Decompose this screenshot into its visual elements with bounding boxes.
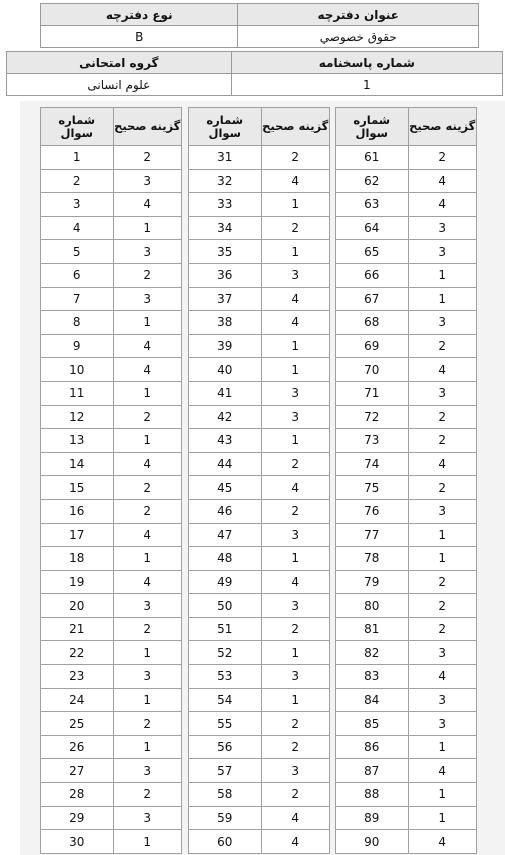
correct-option-cell: 3 bbox=[261, 594, 330, 618]
table-row bbox=[41, 476, 182, 500]
correct-option-cell: 1 bbox=[408, 523, 477, 547]
question-number-cell: 87 bbox=[336, 759, 409, 783]
table-row bbox=[189, 735, 330, 759]
correct-option-cell: 4 bbox=[408, 759, 477, 783]
question-number-cell: 49 bbox=[189, 570, 262, 594]
answer-sheet-value: 1 bbox=[231, 74, 502, 96]
question-number-cell: 43 bbox=[189, 429, 262, 453]
question-number-cell: 90 bbox=[336, 830, 409, 854]
table-row bbox=[336, 759, 477, 783]
table-row bbox=[189, 358, 330, 382]
question-number-cell: 13 bbox=[41, 429, 114, 453]
correct-option-cell: 1 bbox=[261, 688, 330, 712]
correct-option-cell: 2 bbox=[113, 617, 182, 641]
table-row bbox=[336, 452, 477, 476]
correct-option-cell: 1 bbox=[408, 287, 477, 311]
table-row bbox=[189, 547, 330, 571]
correct-option-cell: 2 bbox=[113, 476, 182, 500]
correct-option-cell: 3 bbox=[408, 311, 477, 335]
question-number-cell: 77 bbox=[336, 523, 409, 547]
question-number-cell: 33 bbox=[189, 193, 262, 217]
question-number-cell: 36 bbox=[189, 263, 262, 287]
question-number-cell: 58 bbox=[189, 783, 262, 807]
question-number-cell: 80 bbox=[336, 594, 409, 618]
table-row bbox=[336, 641, 477, 665]
question-number-cell: 42 bbox=[189, 405, 262, 429]
table-row bbox=[189, 830, 330, 854]
correct-option-cell: 3 bbox=[113, 594, 182, 618]
correct-option-header: گزینه صحیح bbox=[261, 108, 330, 146]
table-row bbox=[41, 830, 182, 854]
question-number-cell: 56 bbox=[189, 735, 262, 759]
question-number-cell: 62 bbox=[336, 169, 409, 193]
question-number-cell: 63 bbox=[336, 193, 409, 217]
question-number-cell: 55 bbox=[189, 712, 262, 736]
table-row bbox=[189, 240, 330, 264]
correct-option-cell: 2 bbox=[113, 712, 182, 736]
table-row bbox=[336, 523, 477, 547]
correct-option-cell: 1 bbox=[261, 547, 330, 571]
correct-option-cell: 3 bbox=[261, 665, 330, 689]
table-row bbox=[336, 146, 477, 170]
question-number-header: شماره سوال bbox=[41, 108, 114, 146]
correct-option-cell: 4 bbox=[113, 523, 182, 547]
correct-option-cell: 2 bbox=[261, 452, 330, 476]
answer-key-table-3 bbox=[335, 107, 477, 854]
answer-key-table-1 bbox=[40, 107, 182, 854]
answer-sheet-header: شماره پاسخنامه bbox=[231, 52, 502, 74]
correct-option-cell: 3 bbox=[113, 806, 182, 830]
table-row bbox=[41, 452, 182, 476]
correct-option-cell: 3 bbox=[113, 759, 182, 783]
correct-option-cell: 1 bbox=[261, 358, 330, 382]
table-row bbox=[189, 712, 330, 736]
question-number-cell: 37 bbox=[189, 287, 262, 311]
question-number-cell: 73 bbox=[336, 429, 409, 453]
question-number-cell: 19 bbox=[41, 570, 114, 594]
question-number-cell: 78 bbox=[336, 547, 409, 571]
question-number-cell: 20 bbox=[41, 594, 114, 618]
question-number-cell: 70 bbox=[336, 358, 409, 382]
correct-option-cell: 3 bbox=[408, 216, 477, 240]
table-row bbox=[336, 476, 477, 500]
table-row bbox=[189, 381, 330, 405]
question-number-cell: 67 bbox=[336, 287, 409, 311]
table-row bbox=[189, 499, 330, 523]
table-row bbox=[189, 429, 330, 453]
correct-option-cell: 2 bbox=[261, 783, 330, 807]
table-row bbox=[41, 641, 182, 665]
table-row bbox=[41, 169, 182, 193]
correct-option-header: گزینه صحیح bbox=[408, 108, 477, 146]
table-row bbox=[189, 783, 330, 807]
question-number-cell: 32 bbox=[189, 169, 262, 193]
question-number-header: شماره سوال bbox=[336, 108, 409, 146]
correct-option-cell: 1 bbox=[113, 547, 182, 571]
question-number-cell: 30 bbox=[41, 830, 114, 854]
table-row bbox=[189, 617, 330, 641]
answer-key-table-2 bbox=[188, 107, 330, 854]
correct-option-cell: 3 bbox=[113, 287, 182, 311]
question-number-cell: 8 bbox=[41, 311, 114, 335]
table-row bbox=[336, 193, 477, 217]
question-number-cell: 29 bbox=[41, 806, 114, 830]
question-number-cell: 9 bbox=[41, 334, 114, 358]
correct-option-cell: 2 bbox=[408, 429, 477, 453]
correct-option-cell: 1 bbox=[408, 783, 477, 807]
table-row bbox=[189, 169, 330, 193]
question-number-cell: 16 bbox=[41, 499, 114, 523]
question-number-cell: 2 bbox=[41, 169, 114, 193]
correct-option-cell: 4 bbox=[113, 452, 182, 476]
table-row bbox=[336, 499, 477, 523]
question-number-cell: 18 bbox=[41, 547, 114, 571]
correct-option-cell: 1 bbox=[261, 193, 330, 217]
table-row bbox=[336, 617, 477, 641]
table-row bbox=[336, 665, 477, 689]
table-row bbox=[41, 311, 182, 335]
table-row bbox=[336, 405, 477, 429]
table-row bbox=[41, 146, 182, 170]
correct-option-cell: 2 bbox=[408, 594, 477, 618]
correct-option-cell: 3 bbox=[261, 263, 330, 287]
correct-option-cell: 2 bbox=[113, 263, 182, 287]
correct-option-cell: 4 bbox=[408, 665, 477, 689]
table-row bbox=[41, 688, 182, 712]
question-number-cell: 44 bbox=[189, 452, 262, 476]
table-row bbox=[336, 830, 477, 854]
table-row bbox=[189, 570, 330, 594]
correct-option-cell: 4 bbox=[261, 806, 330, 830]
table-row bbox=[41, 523, 182, 547]
table-row bbox=[41, 759, 182, 783]
table-row bbox=[189, 216, 330, 240]
correct-option-cell: 2 bbox=[113, 405, 182, 429]
correct-option-cell: 4 bbox=[408, 193, 477, 217]
table-row bbox=[336, 358, 477, 382]
question-number-cell: 68 bbox=[336, 311, 409, 335]
question-number-cell: 57 bbox=[189, 759, 262, 783]
correct-option-cell: 2 bbox=[113, 783, 182, 807]
table-row bbox=[189, 146, 330, 170]
table-row bbox=[41, 263, 182, 287]
table-row bbox=[336, 735, 477, 759]
question-number-cell: 79 bbox=[336, 570, 409, 594]
correct-option-cell: 4 bbox=[408, 358, 477, 382]
table-row bbox=[41, 783, 182, 807]
correct-option-cell: 1 bbox=[113, 311, 182, 335]
correct-option-cell: 1 bbox=[408, 806, 477, 830]
table-row bbox=[189, 594, 330, 618]
table-row bbox=[336, 688, 477, 712]
question-number-cell: 51 bbox=[189, 617, 262, 641]
correct-option-cell: 2 bbox=[408, 405, 477, 429]
question-number-cell: 5 bbox=[41, 240, 114, 264]
question-number-cell: 54 bbox=[189, 688, 262, 712]
question-number-cell: 75 bbox=[336, 476, 409, 500]
question-number-cell: 89 bbox=[336, 806, 409, 830]
question-number-cell: 71 bbox=[336, 381, 409, 405]
booklet-info-table bbox=[40, 3, 479, 48]
correct-option-cell: 4 bbox=[113, 570, 182, 594]
question-number-cell: 85 bbox=[336, 712, 409, 736]
correct-option-cell: 2 bbox=[261, 499, 330, 523]
question-number-cell: 28 bbox=[41, 783, 114, 807]
table-row bbox=[41, 712, 182, 736]
table-row bbox=[336, 570, 477, 594]
table-row bbox=[41, 216, 182, 240]
booklet-type-header: نوع دفترچه bbox=[41, 4, 238, 26]
correct-option-cell: 3 bbox=[408, 712, 477, 736]
table-row bbox=[189, 452, 330, 476]
correct-option-cell: 1 bbox=[408, 547, 477, 571]
correct-option-cell: 3 bbox=[408, 381, 477, 405]
correct-option-cell: 1 bbox=[261, 641, 330, 665]
correct-option-cell: 4 bbox=[408, 169, 477, 193]
table-row bbox=[336, 547, 477, 571]
table-row bbox=[336, 216, 477, 240]
correct-option-cell: 3 bbox=[261, 759, 330, 783]
question-number-header: شماره سوال bbox=[189, 108, 262, 146]
question-number-cell: 17 bbox=[41, 523, 114, 547]
table-row bbox=[336, 311, 477, 335]
question-number-cell: 88 bbox=[336, 783, 409, 807]
table-row bbox=[189, 334, 330, 358]
correct-option-cell: 4 bbox=[261, 287, 330, 311]
correct-option-cell: 4 bbox=[261, 830, 330, 854]
table-row bbox=[41, 570, 182, 594]
question-number-cell: 12 bbox=[41, 405, 114, 429]
question-number-cell: 45 bbox=[189, 476, 262, 500]
table-row bbox=[336, 381, 477, 405]
table-row bbox=[336, 712, 477, 736]
correct-option-cell: 1 bbox=[113, 216, 182, 240]
correct-option-cell: 4 bbox=[261, 311, 330, 335]
correct-option-cell: 1 bbox=[113, 735, 182, 759]
table-row bbox=[41, 405, 182, 429]
table-row bbox=[336, 287, 477, 311]
table-row bbox=[336, 783, 477, 807]
table-row bbox=[189, 287, 330, 311]
correct-option-cell: 2 bbox=[261, 617, 330, 641]
question-number-cell: 11 bbox=[41, 381, 114, 405]
correct-option-cell: 1 bbox=[261, 429, 330, 453]
correct-option-cell: 4 bbox=[113, 334, 182, 358]
question-number-cell: 38 bbox=[189, 311, 262, 335]
booklet-type-value: B bbox=[41, 26, 238, 48]
question-number-cell: 84 bbox=[336, 688, 409, 712]
question-number-cell: 31 bbox=[189, 146, 262, 170]
table-row bbox=[41, 665, 182, 689]
table-row bbox=[41, 287, 182, 311]
table-row bbox=[189, 263, 330, 287]
correct-option-cell: 2 bbox=[261, 216, 330, 240]
table-row bbox=[336, 334, 477, 358]
table-row bbox=[41, 334, 182, 358]
table-row bbox=[41, 358, 182, 382]
table-row bbox=[41, 193, 182, 217]
correct-option-cell: 3 bbox=[261, 381, 330, 405]
correct-option-cell: 3 bbox=[408, 499, 477, 523]
table-row bbox=[189, 476, 330, 500]
table-row bbox=[189, 523, 330, 547]
table-row bbox=[189, 806, 330, 830]
correct-option-cell: 2 bbox=[408, 146, 477, 170]
question-number-cell: 1 bbox=[41, 146, 114, 170]
question-number-cell: 24 bbox=[41, 688, 114, 712]
question-number-cell: 53 bbox=[189, 665, 262, 689]
question-number-cell: 10 bbox=[41, 358, 114, 382]
question-number-cell: 52 bbox=[189, 641, 262, 665]
question-number-cell: 6 bbox=[41, 263, 114, 287]
question-number-cell: 65 bbox=[336, 240, 409, 264]
table-row bbox=[41, 499, 182, 523]
correct-option-cell: 2 bbox=[408, 617, 477, 641]
booklet-title-value: حقوق خصوصي bbox=[238, 26, 479, 48]
table-row bbox=[336, 594, 477, 618]
table-row bbox=[189, 311, 330, 335]
correct-option-cell: 1 bbox=[261, 240, 330, 264]
correct-option-cell: 4 bbox=[113, 358, 182, 382]
table-row bbox=[41, 240, 182, 264]
table-row bbox=[41, 429, 182, 453]
table-row bbox=[189, 688, 330, 712]
exam-group-value: علوم انسانی bbox=[7, 74, 232, 96]
correct-option-cell: 2 bbox=[261, 712, 330, 736]
table-row bbox=[336, 429, 477, 453]
exam-info-table bbox=[6, 51, 503, 96]
correct-option-cell: 4 bbox=[408, 830, 477, 854]
table-row bbox=[336, 169, 477, 193]
correct-option-cell: 3 bbox=[408, 641, 477, 665]
question-number-cell: 86 bbox=[336, 735, 409, 759]
correct-option-cell: 2 bbox=[261, 146, 330, 170]
correct-option-cell: 1 bbox=[261, 334, 330, 358]
question-number-cell: 59 bbox=[189, 806, 262, 830]
question-number-cell: 21 bbox=[41, 617, 114, 641]
question-number-cell: 7 bbox=[41, 287, 114, 311]
question-number-cell: 3 bbox=[41, 193, 114, 217]
question-number-cell: 34 bbox=[189, 216, 262, 240]
question-number-cell: 60 bbox=[189, 830, 262, 854]
correct-option-cell: 4 bbox=[261, 169, 330, 193]
table-row bbox=[189, 193, 330, 217]
table-row bbox=[41, 381, 182, 405]
correct-option-cell: 3 bbox=[261, 405, 330, 429]
table-row bbox=[189, 641, 330, 665]
table-row bbox=[336, 240, 477, 264]
question-number-cell: 72 bbox=[336, 405, 409, 429]
question-number-cell: 23 bbox=[41, 665, 114, 689]
correct-option-cell: 2 bbox=[261, 735, 330, 759]
correct-option-cell: 4 bbox=[408, 452, 477, 476]
exam-group-header: گروه امتحانی bbox=[7, 52, 232, 74]
question-number-cell: 27 bbox=[41, 759, 114, 783]
question-number-cell: 64 bbox=[336, 216, 409, 240]
correct-option-cell: 4 bbox=[261, 476, 330, 500]
table-row bbox=[189, 405, 330, 429]
correct-option-cell: 1 bbox=[113, 641, 182, 665]
question-number-cell: 26 bbox=[41, 735, 114, 759]
correct-option-cell: 3 bbox=[408, 688, 477, 712]
correct-option-cell: 3 bbox=[113, 169, 182, 193]
table-row bbox=[189, 759, 330, 783]
question-number-cell: 83 bbox=[336, 665, 409, 689]
table-row bbox=[41, 594, 182, 618]
table-row bbox=[189, 665, 330, 689]
correct-option-cell: 3 bbox=[113, 665, 182, 689]
question-number-cell: 48 bbox=[189, 547, 262, 571]
question-number-cell: 14 bbox=[41, 452, 114, 476]
question-number-cell: 4 bbox=[41, 216, 114, 240]
question-number-cell: 82 bbox=[336, 641, 409, 665]
correct-option-cell: 2 bbox=[408, 570, 477, 594]
correct-option-cell: 1 bbox=[113, 688, 182, 712]
correct-option-cell: 2 bbox=[113, 499, 182, 523]
correct-option-cell: 1 bbox=[408, 735, 477, 759]
question-number-cell: 61 bbox=[336, 146, 409, 170]
correct-option-cell: 1 bbox=[113, 381, 182, 405]
question-number-cell: 15 bbox=[41, 476, 114, 500]
correct-option-cell: 4 bbox=[261, 570, 330, 594]
correct-option-cell: 3 bbox=[113, 240, 182, 264]
correct-option-cell: 3 bbox=[408, 240, 477, 264]
correct-option-cell: 4 bbox=[113, 193, 182, 217]
question-number-cell: 35 bbox=[189, 240, 262, 264]
question-number-cell: 69 bbox=[336, 334, 409, 358]
table-row bbox=[41, 617, 182, 641]
correct-option-cell: 1 bbox=[408, 263, 477, 287]
question-number-cell: 40 bbox=[189, 358, 262, 382]
question-number-cell: 41 bbox=[189, 381, 262, 405]
question-number-cell: 74 bbox=[336, 452, 409, 476]
correct-option-header: گزینه صحیح bbox=[113, 108, 182, 146]
correct-option-cell: 2 bbox=[408, 476, 477, 500]
question-number-cell: 39 bbox=[189, 334, 262, 358]
correct-option-cell: 1 bbox=[113, 429, 182, 453]
question-number-cell: 81 bbox=[336, 617, 409, 641]
table-row bbox=[41, 806, 182, 830]
table-row bbox=[336, 263, 477, 287]
question-number-cell: 50 bbox=[189, 594, 262, 618]
table-row bbox=[41, 547, 182, 571]
correct-option-cell: 3 bbox=[261, 523, 330, 547]
question-number-cell: 76 bbox=[336, 499, 409, 523]
question-number-cell: 66 bbox=[336, 263, 409, 287]
table-row bbox=[336, 806, 477, 830]
correct-option-cell: 2 bbox=[113, 146, 182, 170]
question-number-cell: 25 bbox=[41, 712, 114, 736]
booklet-title-header: عنوان دفترچه bbox=[238, 4, 479, 26]
question-number-cell: 47 bbox=[189, 523, 262, 547]
correct-option-cell: 2 bbox=[408, 334, 477, 358]
table-row bbox=[41, 735, 182, 759]
correct-option-cell: 1 bbox=[113, 830, 182, 854]
question-number-cell: 46 bbox=[189, 499, 262, 523]
question-number-cell: 22 bbox=[41, 641, 114, 665]
